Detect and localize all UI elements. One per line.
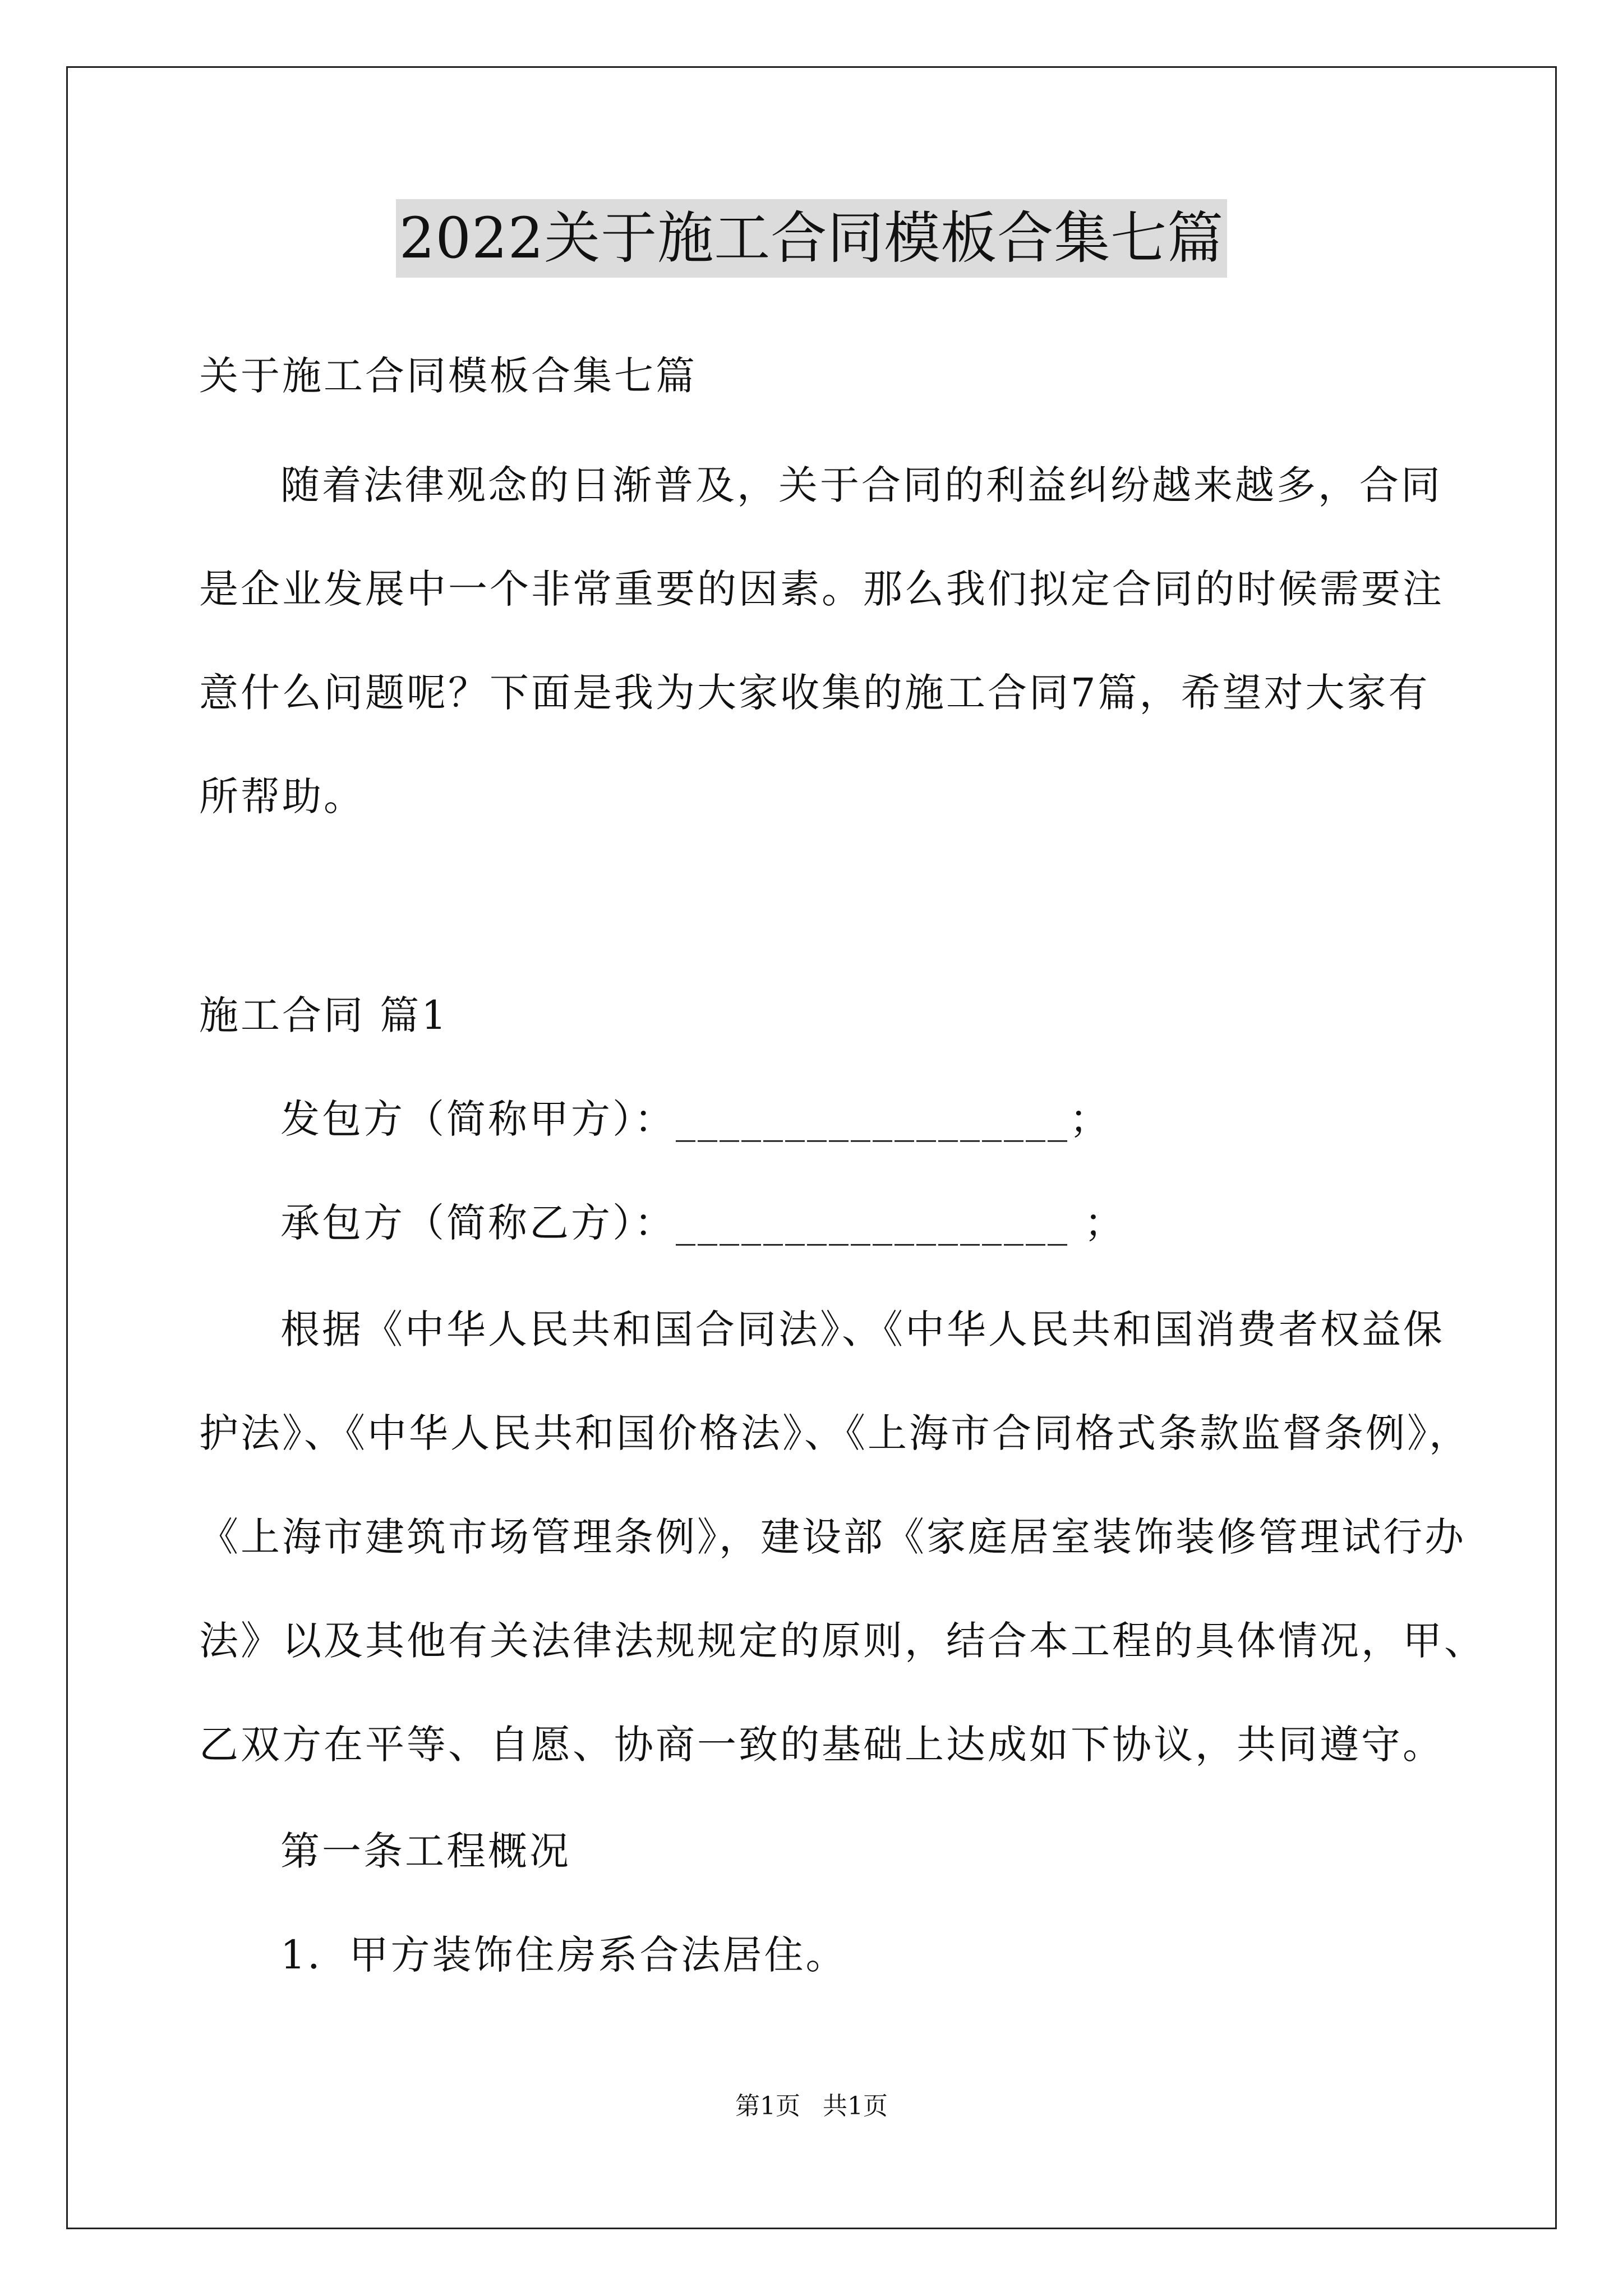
party-a-line: 发包方（简称甲方）：__________________；: [280, 1096, 1111, 1142]
paragraph-line: 是企业发展中一个非常重要的因素。那么我们拟定合同的时候需要注: [199, 566, 1444, 612]
page-total: 共1页: [823, 2092, 888, 2120]
paragraph-line: 护法》、《中华人民共和国价格法》、《上海市合同格式条款监督条例》，: [199, 1410, 1470, 1456]
paragraph-line: 所帮助。: [199, 774, 365, 820]
party-b-line: 承包方（简称乙方）：__________________ ；: [280, 1200, 1126, 1246]
title-container: [0, 199, 1623, 278]
paragraph-line: 随着法律观念的日渐普及，关于合同的利益纠纷越来越多，合同: [280, 462, 1442, 508]
document-title: 2022关于施工合同模板合集七篇: [396, 199, 1228, 278]
subtitle-line: 关于施工合同模板合集七篇: [199, 353, 697, 399]
page-footer: [0, 2090, 1623, 2123]
page-number: 第1页: [735, 2092, 800, 2120]
paragraph-line: 法》以及其他有关法律法规规定的原则，结合本工程的具体情况，甲、: [199, 1618, 1486, 1664]
paragraph-line: 《上海市建筑市场管理条例》，建设部《家庭居室装饰装修管理试行办: [199, 1514, 1466, 1560]
article-heading: 第一条工程概况: [280, 1828, 571, 1874]
paragraph-line: 乙双方在平等、自愿、协商一致的基础上达成如下协议，共同遵守。: [199, 1722, 1444, 1768]
paragraph-line: 意什么问题呢？下面是我为大家收集的施工合同7篇，希望对大家有: [199, 670, 1430, 716]
section-heading: 施工合同 篇1: [199, 992, 449, 1038]
clause-line: 1．甲方装饰住房系合法居住。: [280, 1932, 847, 1978]
paragraph-line: 根据《中华人民共和国合同法》、《中华人民共和国消费者权益保: [280, 1306, 1445, 1352]
